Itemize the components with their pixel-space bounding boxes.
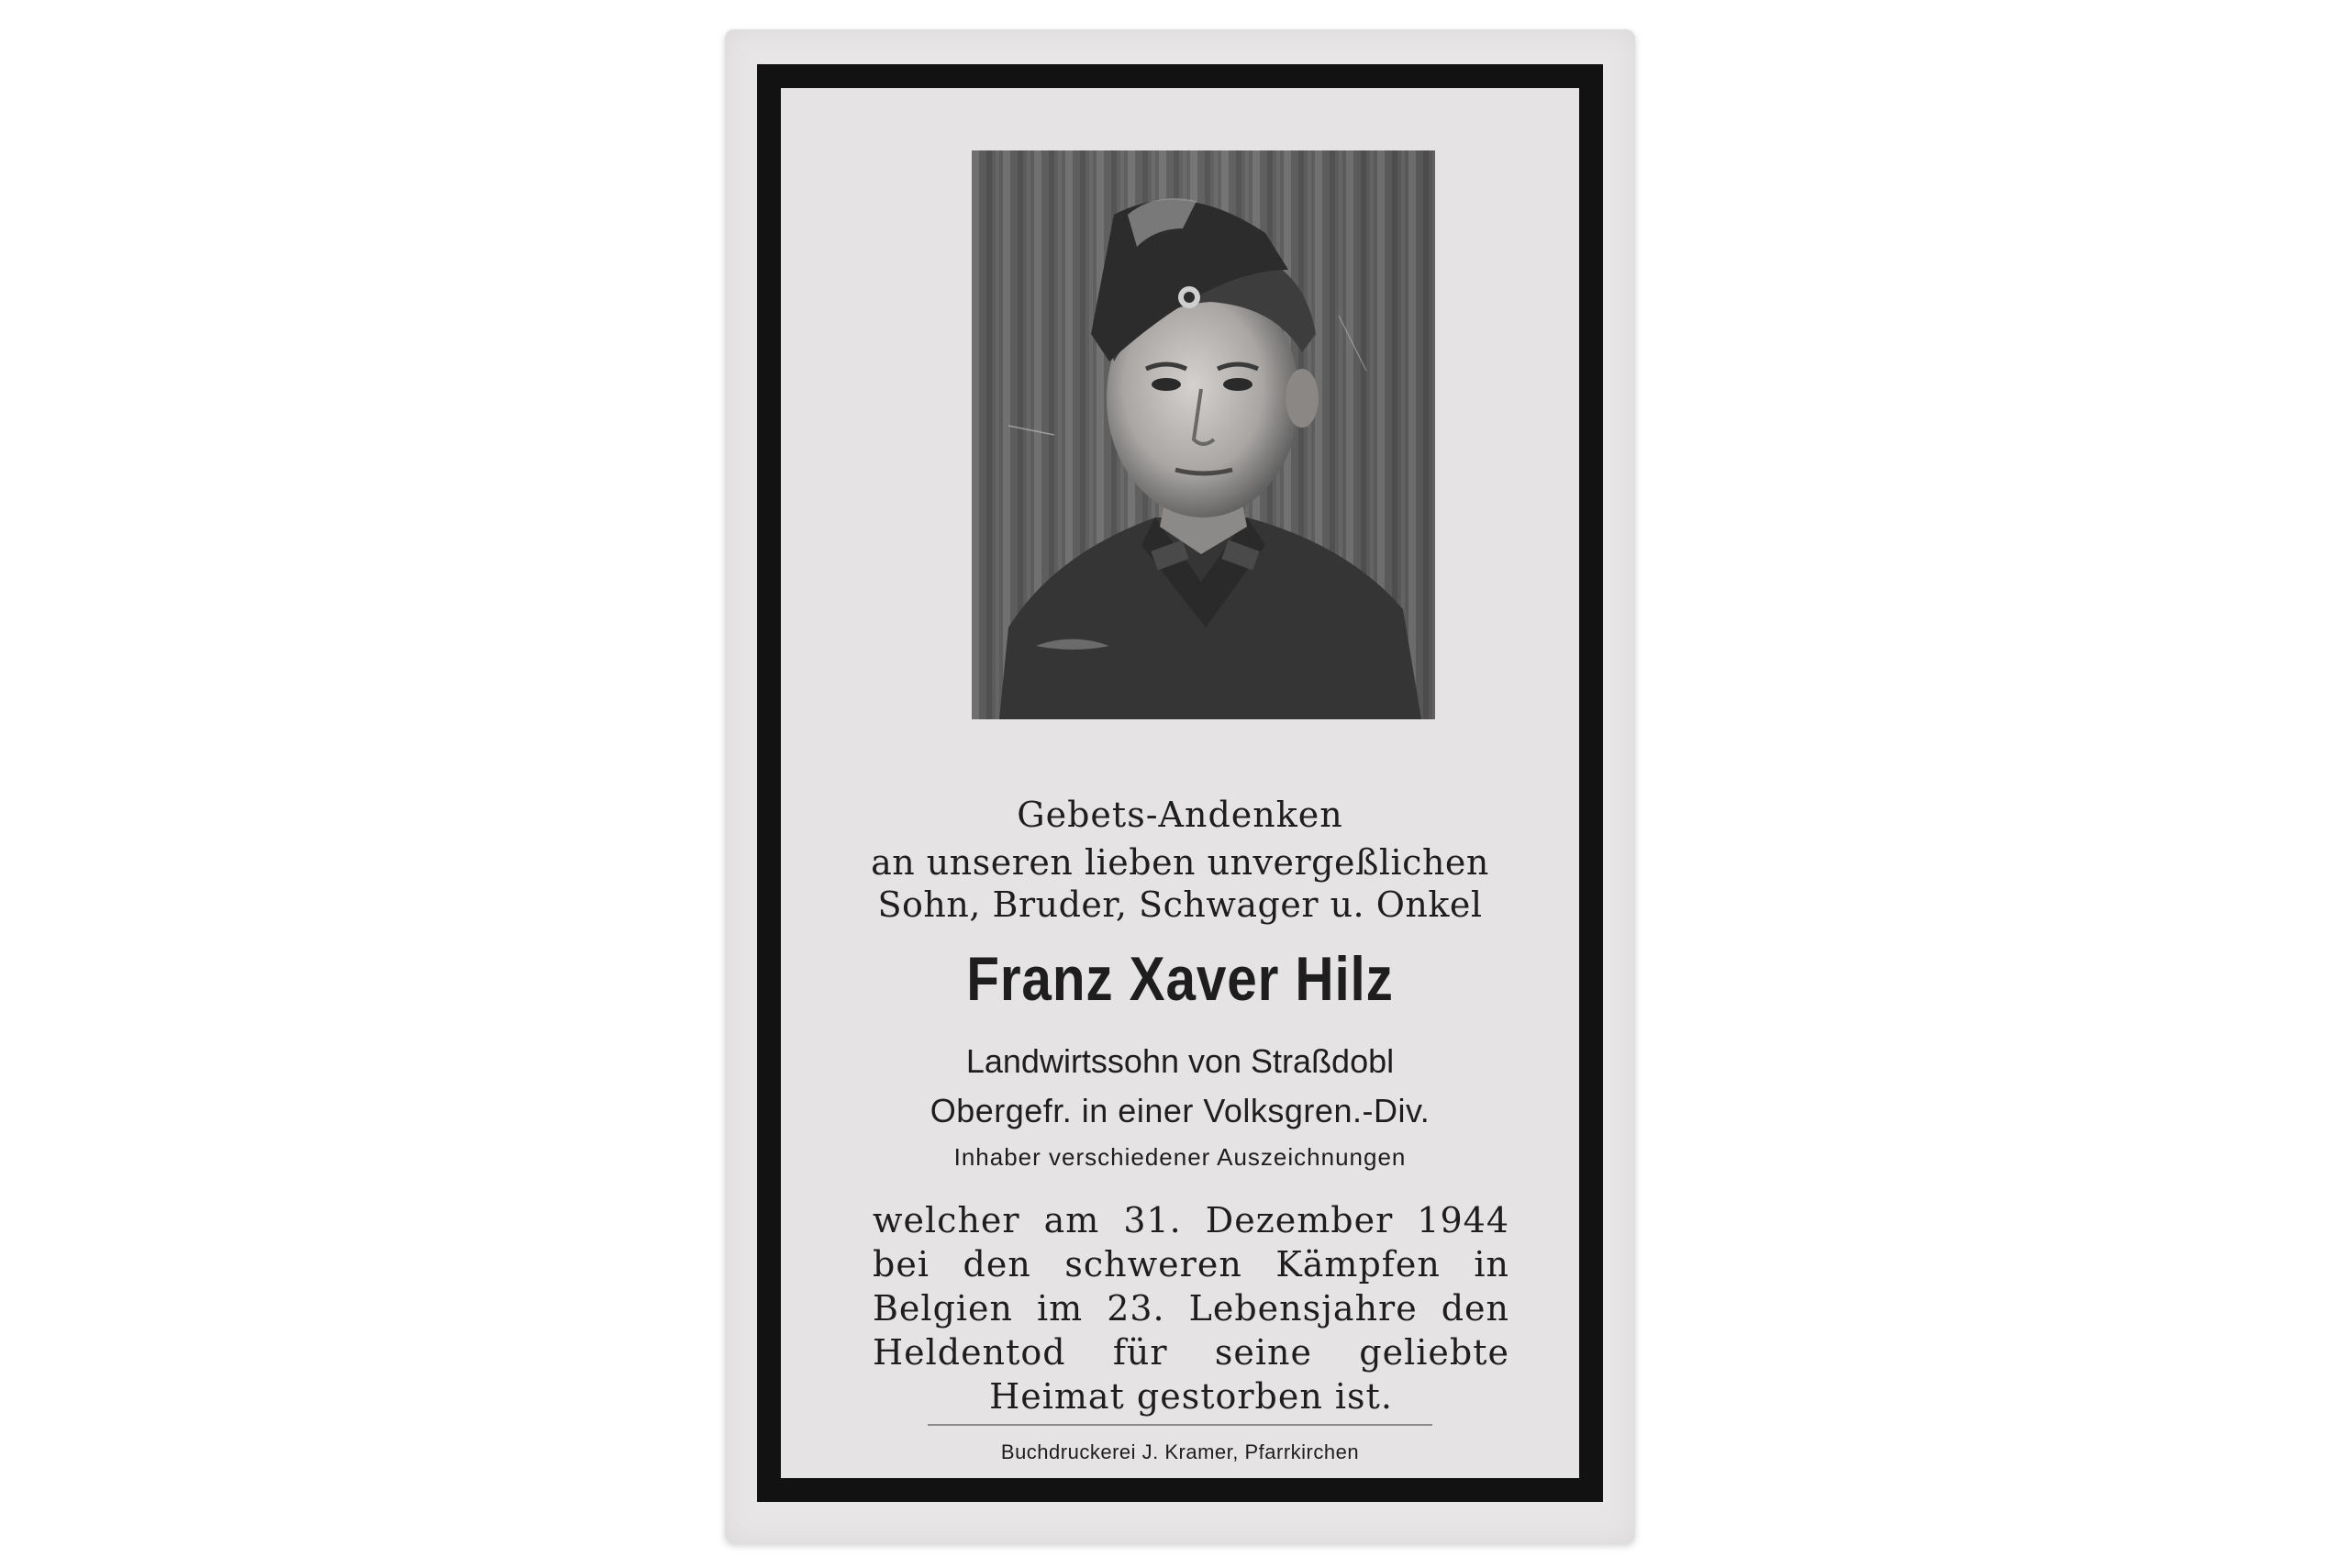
death-notice (873, 1198, 1509, 1418)
memorial-card (725, 29, 1635, 1543)
portrait-image (972, 150, 1435, 719)
death-line: welcher am 31. Dezember 1944 (873, 1200, 1509, 1240)
divider-rule (928, 1424, 1432, 1426)
printer-credit: Buchdruckerei J. Kramer, Pfarrkirchen (1000, 1440, 1360, 1463)
death-line: Heimat gestorben ist. (989, 1376, 1393, 1417)
mourning-border (757, 64, 1603, 1502)
origin-line: Landwirtssohn von Straßdobl (965, 1042, 1395, 1080)
rank-line: Obergefr. in einer Volksgren.-Div. (930, 1092, 1431, 1129)
death-line: bei den schweren Kämpfen in (873, 1244, 1509, 1284)
portrait-photo (972, 150, 1435, 719)
deceased-name: Franz Xaver Hilz (966, 944, 1394, 1014)
dedication-line-2: Sohn, Bruder, Schwager u. Onkel (877, 884, 1483, 925)
card-inner (781, 88, 1579, 1478)
awards-line: Inhaber verschiedener Auszeichnungen (953, 1143, 1407, 1171)
death-line: Belgien im 23. Lebensjahre den (873, 1288, 1509, 1329)
death-line: Heldentod für seine geliebte (873, 1332, 1509, 1373)
dedication-line-1: an unseren lieben unvergeßlichen (871, 842, 1489, 883)
heading: Gebets-Andenken (1017, 795, 1343, 835)
